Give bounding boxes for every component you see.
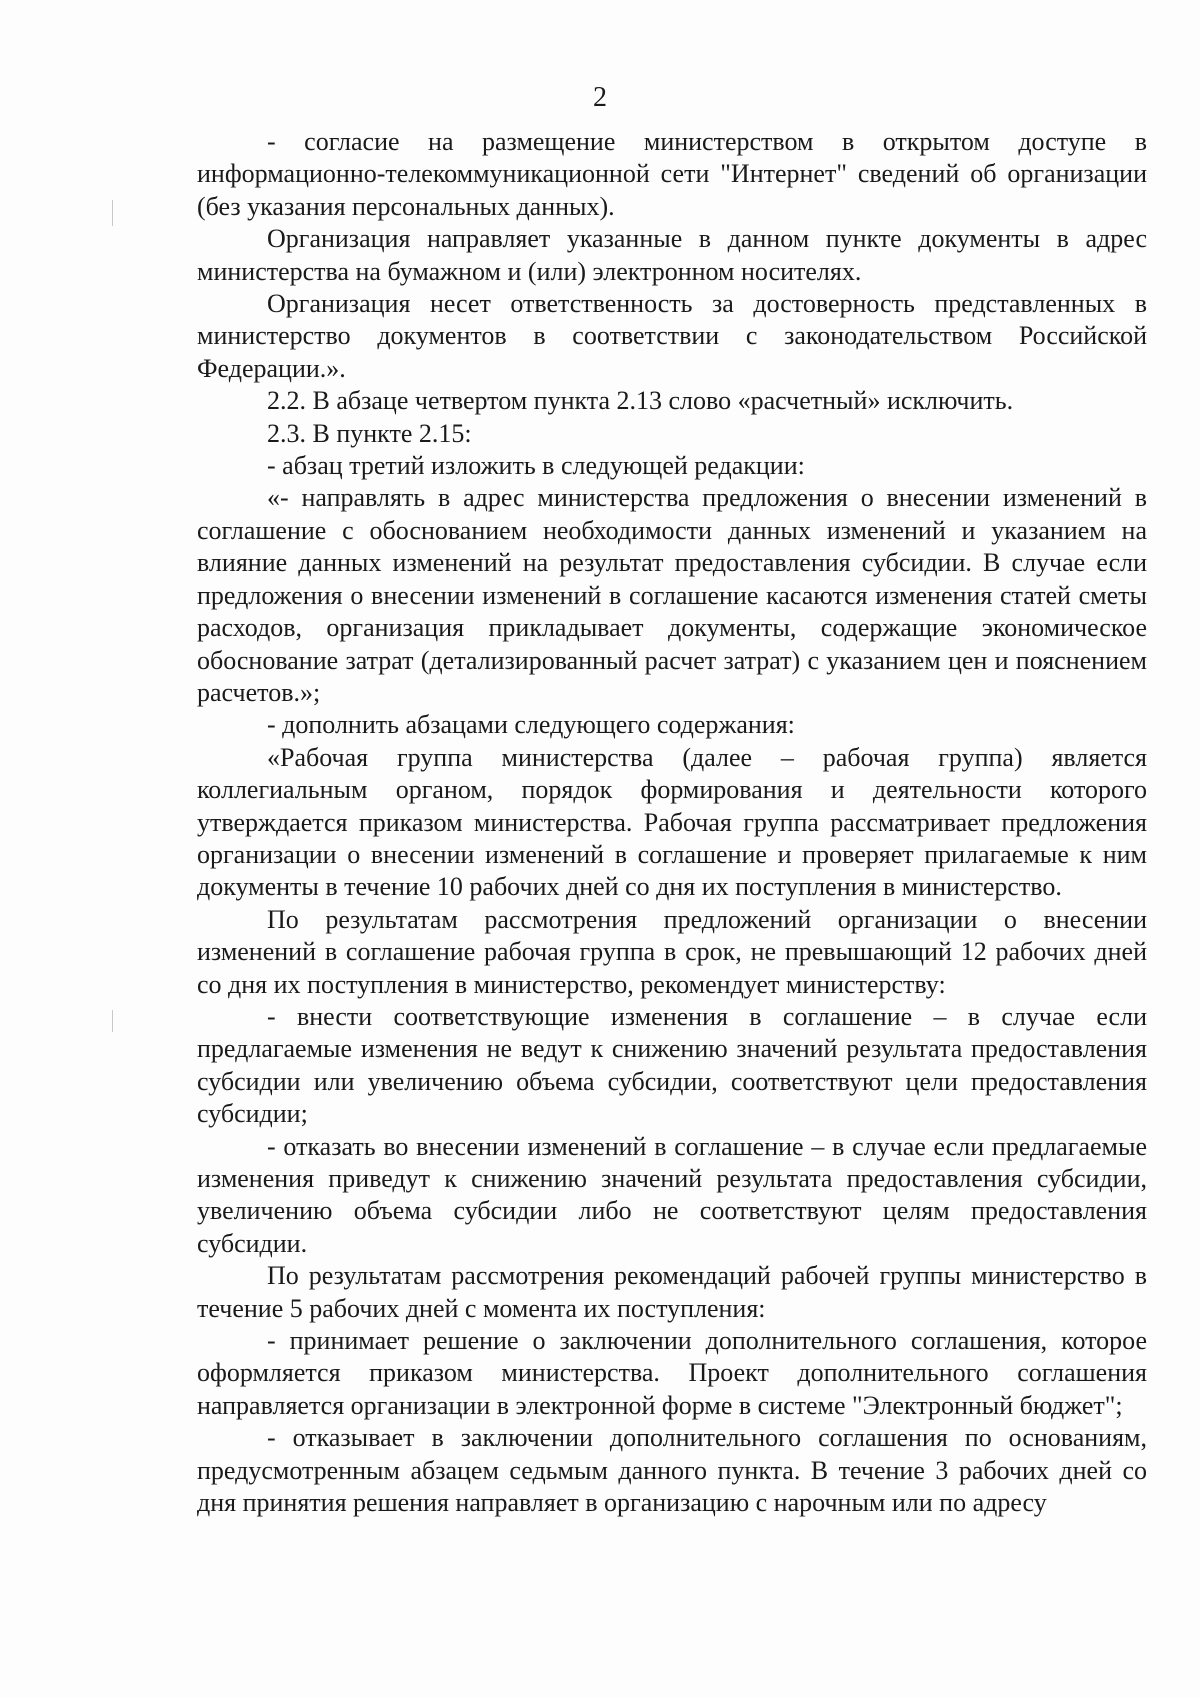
paragraph: - дополнить абзацами следующего содержания:	[267, 710, 795, 740]
scan-margin-mark	[112, 1010, 113, 1032]
paragraph: «Рабочая группа министерства (далее – рабочая группа) является коллегиальным органом, порядок формирования и деятельности которого утверждается приказом министерства. Рабочая группа рассматривает предложения организации о внесении изменений в соглашение и проверяет прилагаемые к ним документы в течение 10 рабочих дней со дня их поступления в министерство.	[197, 742, 1147, 902]
document-body	[197, 126, 1147, 1519]
paragraph: Организация направляет указанные в данном пункте документы в адрес министерства на бумажном и (или) электронном носителях.	[197, 224, 1147, 286]
paragraph: 2.3. В пункте 2.15:	[267, 418, 472, 448]
paragraph: - внести соответствующие изменения в соглашение – в случае если предлагаемые изменения не ведут к снижению значений результата предоставления субсидии или увеличению объема субсидии, соответствуют цели предоставления субсидии;	[197, 1001, 1147, 1129]
paragraph: Организация несет ответственность за достоверность представленных в министерство документов в соответствии с законодательством Российской Федерации.».	[197, 289, 1147, 383]
paragraph: - согласие на размещение министерством в открытом доступе в информационно-телекоммуникационной сети "Интернет" сведений об организации (без указания персональных данных).	[197, 127, 1147, 221]
paragraph: - принимает решение о заключении дополнительного соглашения, которое оформляется приказом министерства. Проект дополнительного соглашения направляется организации в электронной форме в системе "Электронный бюджет";	[197, 1326, 1147, 1420]
paragraph: - отказать во внесении изменений в соглашение – в случае если предлагаемые изменения приведут к снижению значений результата предоставления субсидии, увеличению объема субсидии либо не соответствуют целям предоставления субсидии.	[197, 1131, 1147, 1258]
paragraph: - абзац третий изложить в следующей редакции:	[267, 451, 805, 481]
paragraph: 2.2. В абзаце четвертом пункта 2.13 слово «расчетный» исключить.	[267, 386, 1014, 416]
paragraph: По результатам рассмотрения предложений организации о внесении изменений в соглашение рабочая группа в срок, не превышающий 12 рабочих дней со дня их поступления в министерство, рекомендует министерству:	[197, 904, 1147, 999]
paragraph: «- направлять в адрес министерства предложения о внесении изменений в соглашение с обоснованием необходимости данных изменений и указанием на влияние данных изменений на результат предоставления субсидии. В случае если предложения о внесении изменений в соглашение касаются изменения статей сметы расходов, организация прикладывает документы, содержащие экономическое обоснование затрат (детализированный расчет затрат) с указанием цен и пояснением расчетов.»;	[197, 483, 1147, 707]
paragraph: - отказывает в заключении дополнительного соглашения по основаниям, предусмотренным абзацем седьмым данного пункта. В течение 3 рабочих дней со дня принятия решения направляет в организацию с нарочным или по адресу	[197, 1423, 1147, 1518]
paragraph: По результатам рассмотрения рекомендаций рабочей группы министерство в течение 5 рабочих дней с момента их поступления:	[197, 1261, 1147, 1323]
scan-margin-mark	[112, 200, 113, 226]
page-number: 2	[593, 82, 607, 113]
